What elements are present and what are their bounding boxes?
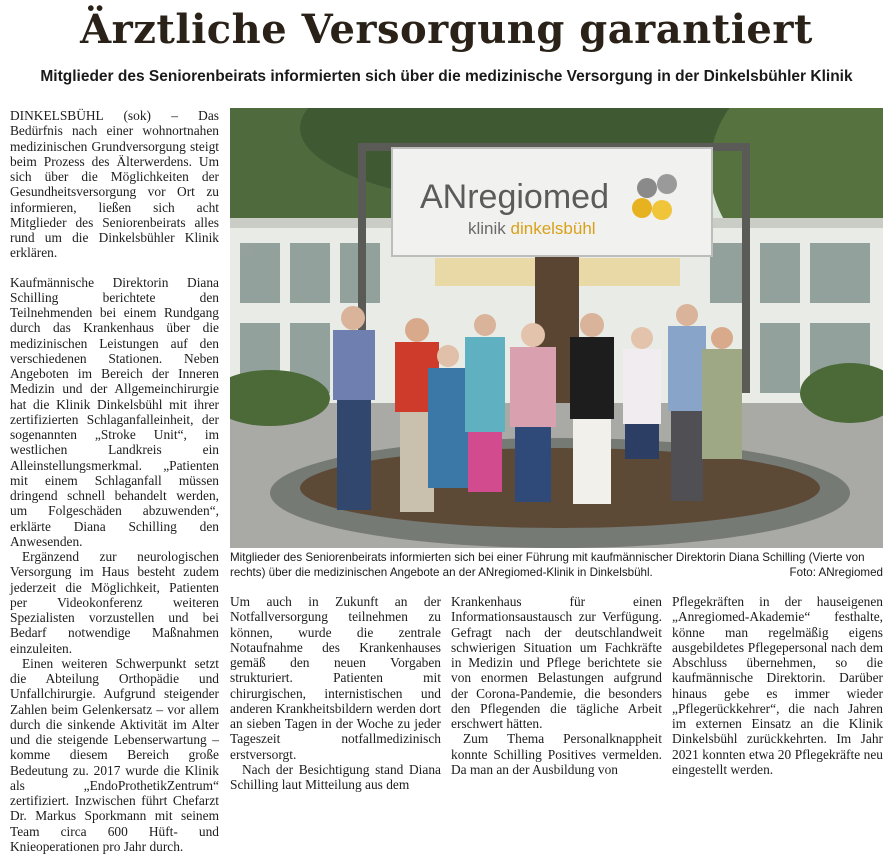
- banner-sub-text: klinik: [468, 219, 511, 238]
- article-column-3: [451, 594, 662, 777]
- article-paragraph: Zum Thema Personalknappheit konnte Schilling Positives vermelden. Da man an der Ausbildung von: [451, 731, 662, 777]
- caption-text: Mitglieder des Seniorenbeirats informierten sich bei einer Führung mit kaufmännischer Direktorin Diana Schilling (Vierte von rechts) über die medizinischen Angebote an der ANregiomed-Klinik in Dinkelsbühl.: [230, 551, 865, 579]
- article-column-1: [10, 108, 219, 854]
- article-paragraph: Ergänzend zur neurologischen Versorgung im Haus besteht zudem jederzeit die Möglichkeit, Patienten per Videokonferenz weiteren Spezialisten vorzustellen und bei Bedarf notwendige Maßnahmen einzuleiten.: [10, 549, 219, 656]
- headline: Ärztliche Versorgung garantiert: [80, 6, 813, 53]
- photo-caption: [230, 550, 883, 580]
- subheadline: Mitglieder des Seniorenbeirats informierten sich über die medizinische Versorgung in der Dinkelsbühler Klinik: [40, 68, 853, 85]
- article-paragraph: Krankenhaus für einen Informationsaustausch zur Verfügung. Gefragt nach der deutschlandweit schwierigen Situation um Fachkräfte in Medizin und Pflege berichtete sie von enormen Belastungen aufgrund der Corona-Pandemie, die besonders den Pflegenden die tägliche Arbeit erschwert hätten.: [451, 594, 662, 731]
- banner-brand-text: ANregiomed: [420, 178, 609, 216]
- photo-credit: Foto: ANregiomed: [789, 566, 883, 579]
- banner-sub-highlight: dinkelsbühl: [510, 219, 596, 238]
- svg-text:klinik dinkelsbühl: [468, 219, 596, 238]
- article-paragraph: DINKELSBÜHL (sok) – Das Bedürfnis nach einer wohnortnahen medizinischen Grundversorgung steigt beim Prozess des Älterwerdens. Um sich über die Möglichkeiten der Gesundheitsversorgung vor Ort zu informieren, ließen sich acht Mitglieder des Seniorenbeirats alles rund um die Dinkelsbühler Klinik erklären.: [10, 108, 219, 261]
- photo-illustration: [230, 108, 883, 548]
- article-paragraph: Einen weiteren Schwerpunkt setzt die Abteilung Orthopädie und Unfallchirurgie. Aufgrund steigender Zahlen beim Gelenkersatz – vor allem durch die sinkende Aktivität im Alter und die steigende Lebenserwartung – komme diesem Bereich große Bedeutung zu. 2017 wurde die Klinik als „EndoProthetikZentrum“ zertifiziert. Inzwischen führt Chefarzt Dr. Markus Sporkmann mit seinem Team circa 600 Hüft- und Knieoperationen pro Jahr durch.: [10, 655, 219, 854]
- article-paragraph: Kaufmännische Direktorin Diana Schilling berichtete den Teilnehmenden bei einem Rundgang durch das Krankenhaus über die medizinischen Leistungen auf den verschiedenen Stationen. Neben Angeboten im Bereich der Inneren Medizin und der Allgemeinchirurgie hat die Klinik Dinkelsbühl mit ihrer zertifizierten Schlaganfalleinheit, der sogenannten „Stroke Unit“, im westlichen Landkreis ein Alleinstellungsmerkmal. „Patienten mit einem Schlaganfall müssen dringend schnell behandelt werden, um Folgeschäden abzuwenden“, erklärte Diana Schilling den Anwesenden.: [10, 274, 219, 549]
- article-column-2: [230, 594, 441, 792]
- article-paragraph: Pflegekräften in der hauseigenen „Anregiomed-Akademie“ festhalte, könne man regelmäßig eigens ausgebildetes Pflegepersonal nach dem Abschluss übernehmen, so die kaufmännische Direktorin. Darüber hinaus gebe es immer wieder „Pflegerückkehrer“, die nach Jahren im externen Einsatz an die Klinik Dinkelsbühl zurückkehrten. Im Jahr 2021 konnten etwa 20 Pflegekräfte neu eingestellt werden.: [672, 594, 883, 777]
- article-column-4: [672, 594, 883, 777]
- group-photo: [230, 108, 883, 548]
- article-paragraph: Nach der Besichtigung stand Diana Schilling laut Mitteilung aus dem: [230, 761, 441, 792]
- article-paragraph: Um auch in Zukunft an der Notfallversorgung teilnehmen zu können, wurde die zentrale Notaufnahme des Krankenhauses gemäß den neuen Vorgaben strukturiert. Patienten mit chirurgischen, internistischen und anderen Krankheitsbildern werden dort an sieben Tagen in der Woche zu jeder Tageszeit notfallmedizinisch erstversorgt.: [230, 594, 441, 762]
